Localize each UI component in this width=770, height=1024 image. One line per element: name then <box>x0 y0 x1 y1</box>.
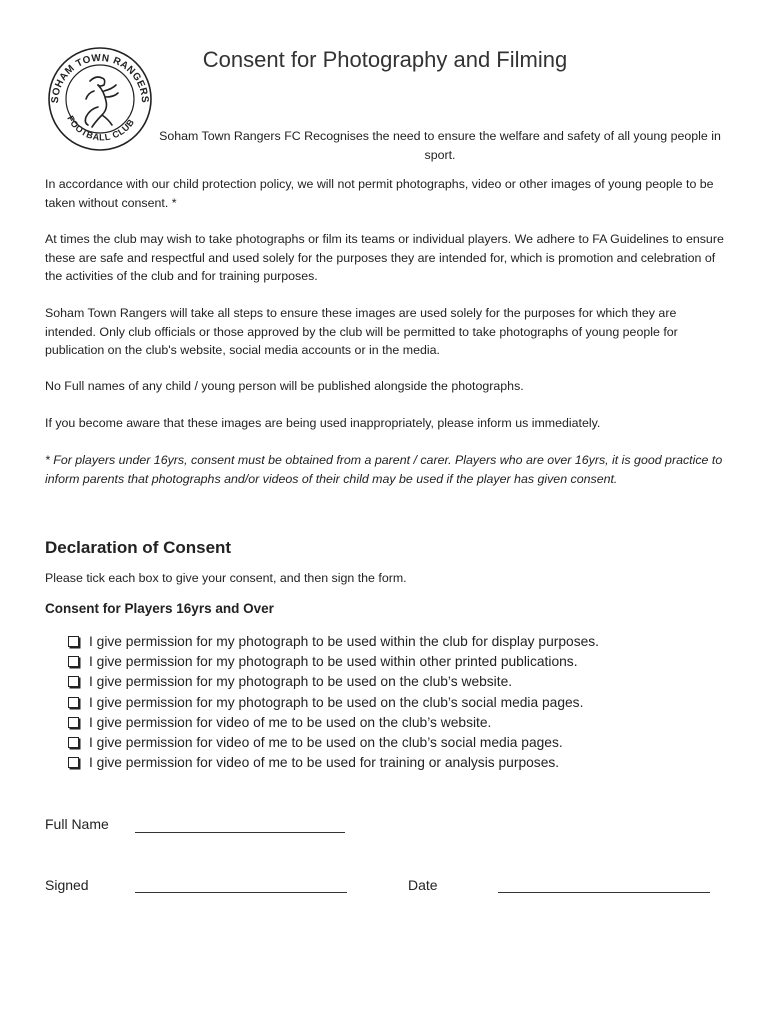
signature-field[interactable] <box>135 892 347 893</box>
checkbox[interactable] <box>68 676 79 687</box>
page-title: Consent for Photography and Filming <box>202 47 568 72</box>
consent-item: I give permission for my photograph to be used within other printed publications. <box>68 651 599 671</box>
svg-text:FOOTBALL CLUB <box>65 114 136 142</box>
club-crest-logo <box>46 45 154 153</box>
checkbox[interactable] <box>68 717 79 728</box>
checkbox[interactable] <box>68 636 79 647</box>
consent-checklist <box>68 631 599 773</box>
date-field[interactable] <box>498 892 710 893</box>
guidelines-paragraph: At times the club may wish to take photographs or film its teams or individual players. We adhere to FA Guidelines to ensure these are safe and respectful and used solely for the purposes they are intended for, which is promotion and celebration of the activities of the club and for training purposes. <box>45 232 724 283</box>
declaration-heading: Declaration of Consent <box>45 538 232 557</box>
consent-item: I give permission for video of me to be used for training or analysis purposes. <box>68 753 599 773</box>
names-paragraph: No Full names of any child / young person will be published alongside the photographs. <box>45 379 524 393</box>
under-16-note: * For players under 16yrs, consent must be obtained from a parent / carer. Players who are over 16yrs, it is good practice to inform parents that photographs and/or videos of their child may be used if the player has given consent. <box>45 453 723 486</box>
consent-subheading: Consent for Players 16yrs and Over <box>45 601 274 616</box>
consent-item: I give permission for video of me to be used on the club’s website. <box>68 712 599 732</box>
crest-top-text: SOHAM TOWN RANGERS <box>49 52 151 104</box>
signed-label: Signed <box>45 877 89 893</box>
svg-text:SOHAM TOWN RANGERS <box>50 53 150 104</box>
checkbox[interactable] <box>68 697 79 708</box>
checkbox[interactable] <box>68 737 79 748</box>
consent-item: I give permission for my photograph to be used on the club’s website. <box>68 672 599 692</box>
date-label: Date <box>408 877 438 893</box>
intro-text: Soham Town Rangers FC Recognises the need to ensure the welfare and safety of all young people in sport. <box>159 129 721 162</box>
checkbox[interactable] <box>68 656 79 667</box>
full-name-field[interactable] <box>135 832 345 833</box>
crest-bottom-text: FOOTBALL CLUB <box>65 114 137 143</box>
consent-item: I give permission for video of me to be used on the club’s social media pages. <box>68 732 599 752</box>
policy-paragraph: In accordance with our child protection policy, we will not permit photographs, video or other images of young people to be taken without consent. * <box>45 177 714 210</box>
declaration-instruction: Please tick each box to give your consent, and then sign the form. <box>45 571 407 585</box>
report-paragraph: If you become aware that these images are being used inappropriately, please inform us immediately. <box>45 416 601 430</box>
consent-item: I give permission for my photograph to be used within the club for display purposes. <box>68 631 599 651</box>
usage-paragraph: Soham Town Rangers will take all steps to ensure these images are used solely for the purposes for which they are intended. Only club officials or those approved by the club will be permitted to take photographs of young people for publication on the club's website, social media accounts or in the media. <box>45 306 678 357</box>
lion-rampant-icon <box>85 77 118 127</box>
full-name-label: Full Name <box>45 816 109 832</box>
consent-item: I give permission for my photograph to be used on the club’s social media pages. <box>68 692 599 712</box>
checkbox[interactable] <box>68 757 79 768</box>
